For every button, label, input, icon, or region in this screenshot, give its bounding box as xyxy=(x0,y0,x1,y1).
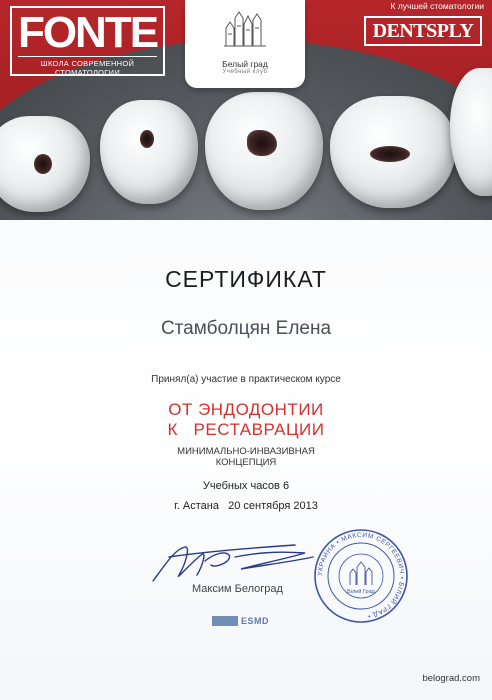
fonte-logo xyxy=(10,6,165,76)
place-and-date: г. Астана 20 сентября 2013 xyxy=(174,500,318,512)
certificate-title: СЕРТИФИКАТ xyxy=(165,266,327,292)
tooth-image xyxy=(205,92,323,210)
esmd-logo-text: ESMD xyxy=(241,616,270,626)
club-subtitle: Учебный клуб xyxy=(222,69,268,75)
stamp-center-text: Білий Град xyxy=(347,589,375,595)
participation-text: Принял(а) участие в практическом курсе xyxy=(151,374,341,385)
fonte-logo-word: FONTE xyxy=(17,8,158,57)
belyi-grad-logo xyxy=(185,0,305,88)
course-title xyxy=(0,400,492,440)
fonte-logo-tagline: ШКОЛА СОВРЕМЕННОЙ СТОМАТОЛОГИИ xyxy=(18,56,157,77)
training-hours: Учебных часов 6 xyxy=(202,480,290,492)
svg-text:УКРАИНА • МАКСИМ СЕРГЕЕВИЧ • Б xyxy=(317,532,405,620)
esmd-logo xyxy=(212,615,269,627)
recipient-name: Стамболцян Елена xyxy=(160,318,332,339)
official-stamp xyxy=(312,527,410,625)
concept-line-2: КОНЦЕПЦИЯ xyxy=(215,457,277,468)
course-title-line-2: К РЕСТАВРАЦИИ xyxy=(167,420,325,439)
tooth-image xyxy=(330,96,456,208)
club-name: Белый град xyxy=(222,59,268,69)
course-title-line-1: ОТ ЭНДОДОНТИИ xyxy=(168,400,324,419)
dentsply-tagline: К лучшей стоматологии xyxy=(390,1,484,11)
city-skyline-icon xyxy=(222,8,268,48)
course-concept xyxy=(0,446,492,468)
signer-name: Максим Белоград xyxy=(192,583,283,595)
dentsply-logo: DENTSPLY xyxy=(364,16,482,46)
esmd-logo-mark xyxy=(212,616,238,626)
tooth-image xyxy=(100,100,198,204)
concept-line-1: МИНИМАЛЬНО-ИНВАЗИВНАЯ xyxy=(177,446,315,457)
website-url: belograd.com xyxy=(422,673,480,684)
stamp-outer-text: УКРАИНА • МАКСИМ СЕРГЕЕВИЧ • БІЛИЙ ГРАД • xyxy=(316,531,406,620)
header-banner xyxy=(0,0,492,220)
